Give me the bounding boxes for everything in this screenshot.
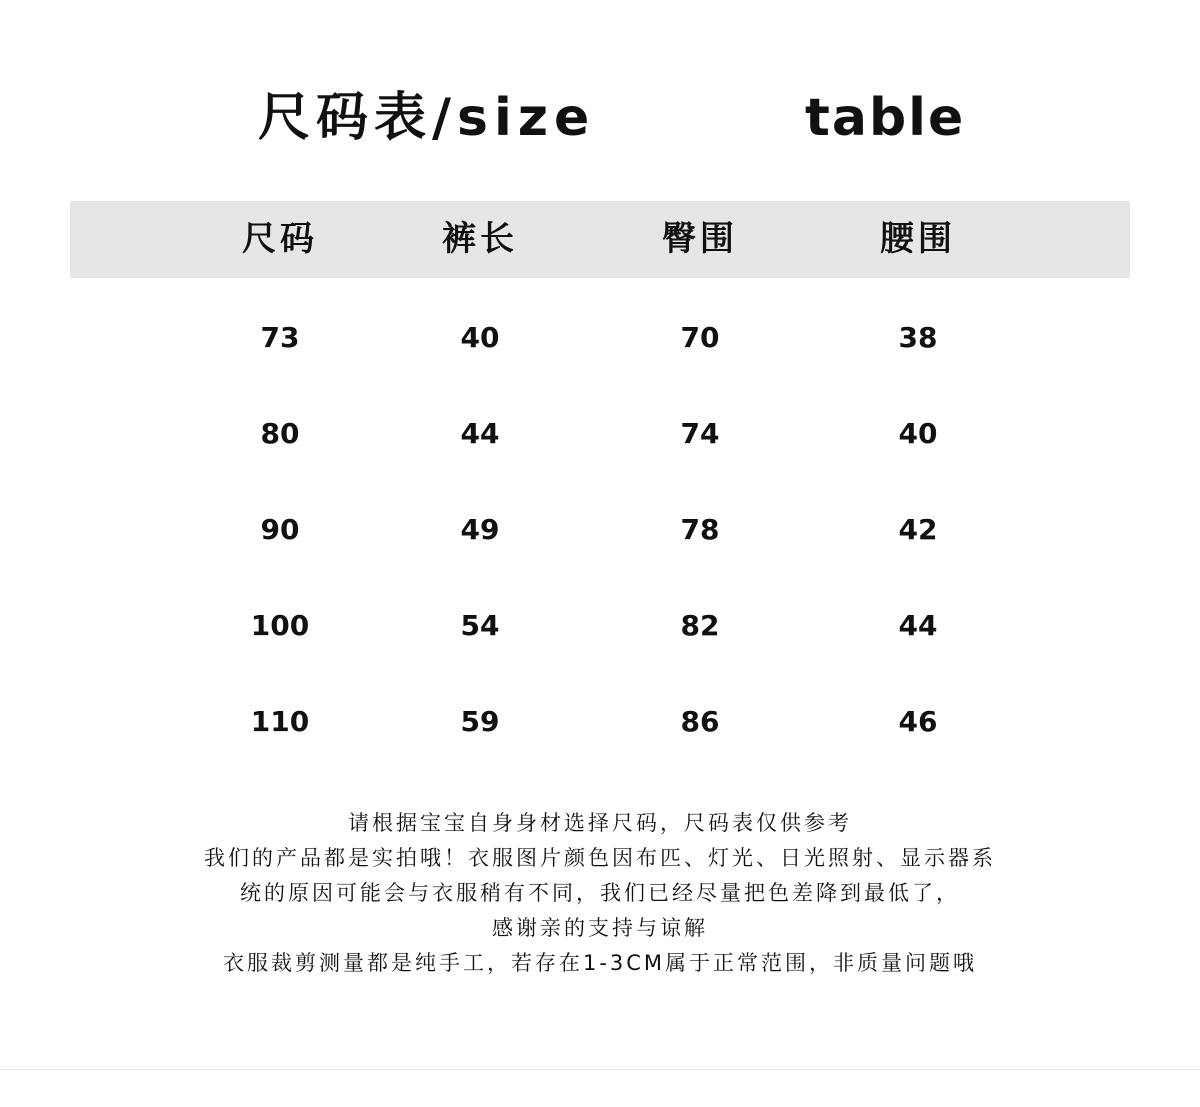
table-row	[0, 290, 1200, 386]
note-line: 请根据宝宝自身身材选择尺码，尺码表仅供参考	[348, 811, 852, 835]
note-line: 感谢亲的支持与谅解	[492, 916, 708, 940]
cell-size: 80	[260, 417, 300, 450]
size-table-header	[70, 201, 1130, 278]
cell-pants-length: 59	[460, 705, 500, 738]
page-title	[0, 78, 1200, 158]
cell-hip: 70	[680, 321, 720, 354]
cell-waist: 38	[898, 321, 938, 354]
cell-hip: 78	[680, 513, 720, 546]
cell-pants-length: 54	[460, 609, 500, 642]
cell-hip: 74	[680, 417, 720, 450]
header-size: 尺码	[242, 219, 318, 259]
title-right: table	[805, 88, 966, 148]
cell-pants-length: 49	[460, 513, 500, 546]
bottom-divider	[0, 1069, 1200, 1070]
cell-size: 73	[260, 321, 300, 354]
size-notes	[0, 806, 1200, 981]
cell-waist: 42	[898, 513, 938, 546]
cell-size: 110	[250, 705, 310, 738]
cell-hip: 82	[680, 609, 720, 642]
header-waist: 腰围	[880, 219, 956, 259]
header-pants-length: 裤长	[442, 219, 518, 259]
cell-size: 100	[250, 609, 310, 642]
cell-hip: 86	[680, 705, 720, 738]
cell-waist: 44	[898, 609, 938, 642]
cell-size: 90	[260, 513, 300, 546]
cell-pants-length: 44	[460, 417, 500, 450]
size-table-body	[0, 290, 1200, 770]
table-row	[0, 578, 1200, 674]
note-line: 衣服裁剪测量都是纯手工，若存在1-3CM属于正常范围，非质量问题哦	[222, 951, 978, 975]
table-row	[0, 482, 1200, 578]
note-line: 我们的产品都是实拍哦！衣服图片颜色因布匹、灯光、日光照射、显示器系	[204, 846, 996, 870]
cell-pants-length: 40	[460, 321, 500, 354]
note-line: 统的原因可能会与衣服稍有不同，我们已经尽量把色差降到最低了，	[240, 881, 960, 905]
table-row	[0, 674, 1200, 770]
table-row	[0, 386, 1200, 482]
cell-waist: 40	[898, 417, 938, 450]
cell-waist: 46	[898, 705, 938, 738]
title-left: 尺码表/size	[258, 88, 596, 148]
header-hip: 臀围	[662, 219, 738, 259]
